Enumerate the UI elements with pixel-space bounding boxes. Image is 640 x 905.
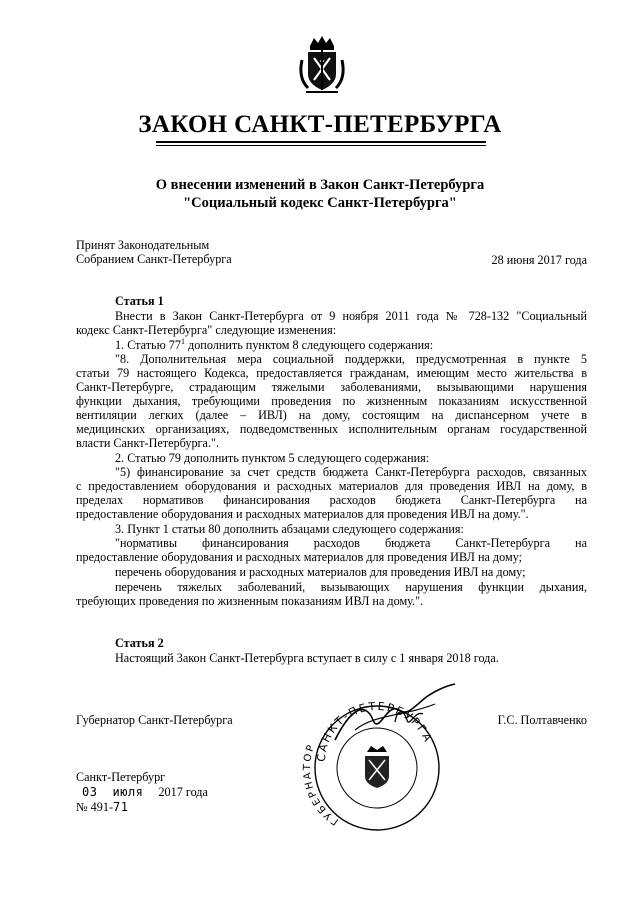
signing-date — [76, 785, 208, 799]
document-title-line: "Социальный кодекс Санкт-Петербурга" — [183, 195, 457, 211]
item-1-suffix: дополнить пунктом 8 следующего содержания: — [184, 338, 434, 352]
signing-year: 2017 года — [158, 785, 208, 799]
law-number-value: 71 — [113, 800, 129, 814]
article-1-intro-line: кодекс Санкт-Петербурга" следующие изменения: — [76, 323, 337, 337]
article-1-heading: Статья 1 — [115, 294, 164, 308]
law-number-prefix: № 491- — [76, 800, 114, 814]
point-8-line: власти Санкт-Петербурга.". — [76, 436, 220, 450]
seal-icon — [295, 680, 460, 845]
point-8-line: Санкт-Петербурге, страдающим тяжелыми заболеваниями, вызывающими нарушения — [76, 380, 587, 394]
item-3-paragraph-line: предоставление оборудования и расходных материалов для проведения ИВЛ на дому; — [76, 550, 523, 564]
law-number — [76, 800, 128, 814]
item-1-superscript: 1 — [180, 336, 185, 346]
document-title — [0, 176, 640, 212]
signing-place: Санкт-Петербург — [76, 770, 166, 784]
governor-title: Губернатор Санкт-Петербурга — [76, 713, 233, 727]
point-8-line: "8. Дополнительная мера социальной поддержки, предусмотренная в пункте 5 — [115, 352, 587, 366]
article-1-item-1 — [76, 338, 433, 352]
item-1-prefix: 1. Статью 77 — [115, 338, 181, 352]
signing-month: июля — [112, 785, 144, 799]
item-3-paragraph-line: перечень тяжелых заболеваний, вызывающих нарушения функции дыхания, — [115, 580, 587, 594]
article-1-intro-line: Внести в Закон Санкт-Петербурга от 9 ноября 2011 года № 728-132 "Социальный — [115, 309, 587, 323]
seal-text-top: САНКТ-ПЕТЕРБУРГА — [314, 699, 436, 763]
coat-of-arms-icon — [296, 34, 348, 96]
title-rule-thin — [156, 145, 486, 146]
law-title: ЗАКОН САНКТ-ПЕТЕРБУРГА — [138, 111, 502, 138]
article-1-item-2: 2. Статью 79 дополнить пунктом 5 следующего содержания: — [115, 451, 430, 465]
point-5-line: пределах нормативов финансирования расходов бюджета Санкт-Петербурга на — [76, 493, 587, 507]
point-5-line: "5) финансирование за счет средств бюджета Санкт-Петербурга расходов, связанных — [115, 465, 587, 479]
seal-text-left: ГУБЕРНАТОР — [301, 742, 341, 827]
article-2-text: Настоящий Закон Санкт-Петербурга вступает в силу с 1 января 2018 года. — [115, 651, 499, 665]
item-3-paragraph-line: "нормативы финансирования расходов бюджета Санкт-Петербурга на — [115, 536, 587, 550]
point-8-line: функции дыхания, требующими проведения по жизненным показаниям искусственной — [76, 394, 587, 408]
title-rule-thick — [156, 141, 486, 143]
signing-day: 03 — [82, 785, 98, 799]
point-8-line: статьи 79 настоящего Кодекса, предоставляется гражданам, имеющим место жительства в — [76, 366, 587, 380]
article-2-heading: Статья 2 — [115, 636, 164, 650]
official-seal — [295, 680, 460, 845]
adoption-line: Собранием Санкт-Петербурга — [76, 252, 232, 267]
adoption-date: 28 июня 2017 года — [491, 253, 587, 267]
coat-of-arms-emblem — [296, 34, 348, 96]
point-8-line: медицинских организациях, подведомственных исполнительным органам государственной — [76, 422, 587, 436]
governor-name: Г.С. Полтавченко — [497, 713, 587, 727]
adoption-line: Принят Законодательным — [76, 238, 210, 252]
item-3-paragraph-line: требующих проведения по жизненным показаниям ИВЛ на дому.". — [76, 594, 424, 608]
point-5-line: предоставление оборудования и расходных материалов для проведения ИВЛ на дому.". — [76, 507, 529, 521]
point-5-line: с предоставлением оборудования и расходных материалов для проведения ИВЛ на дому, в — [76, 479, 587, 493]
adoption-block — [76, 238, 232, 267]
article-1-item-3: 3. Пункт 1 статьи 80 дополнить абзацами следующего содержания: — [115, 522, 464, 536]
point-8-line: вентиляции легких (далее – ИВЛ) на дому, состоящим на диспансерном учете в — [76, 408, 587, 422]
document-title-line: О внесении изменений в Закон Санкт-Петербурга — [155, 177, 485, 193]
item-3-paragraph-line: перечень оборудования и расходных материалов для проведения ИВЛ на дому; — [115, 565, 526, 579]
